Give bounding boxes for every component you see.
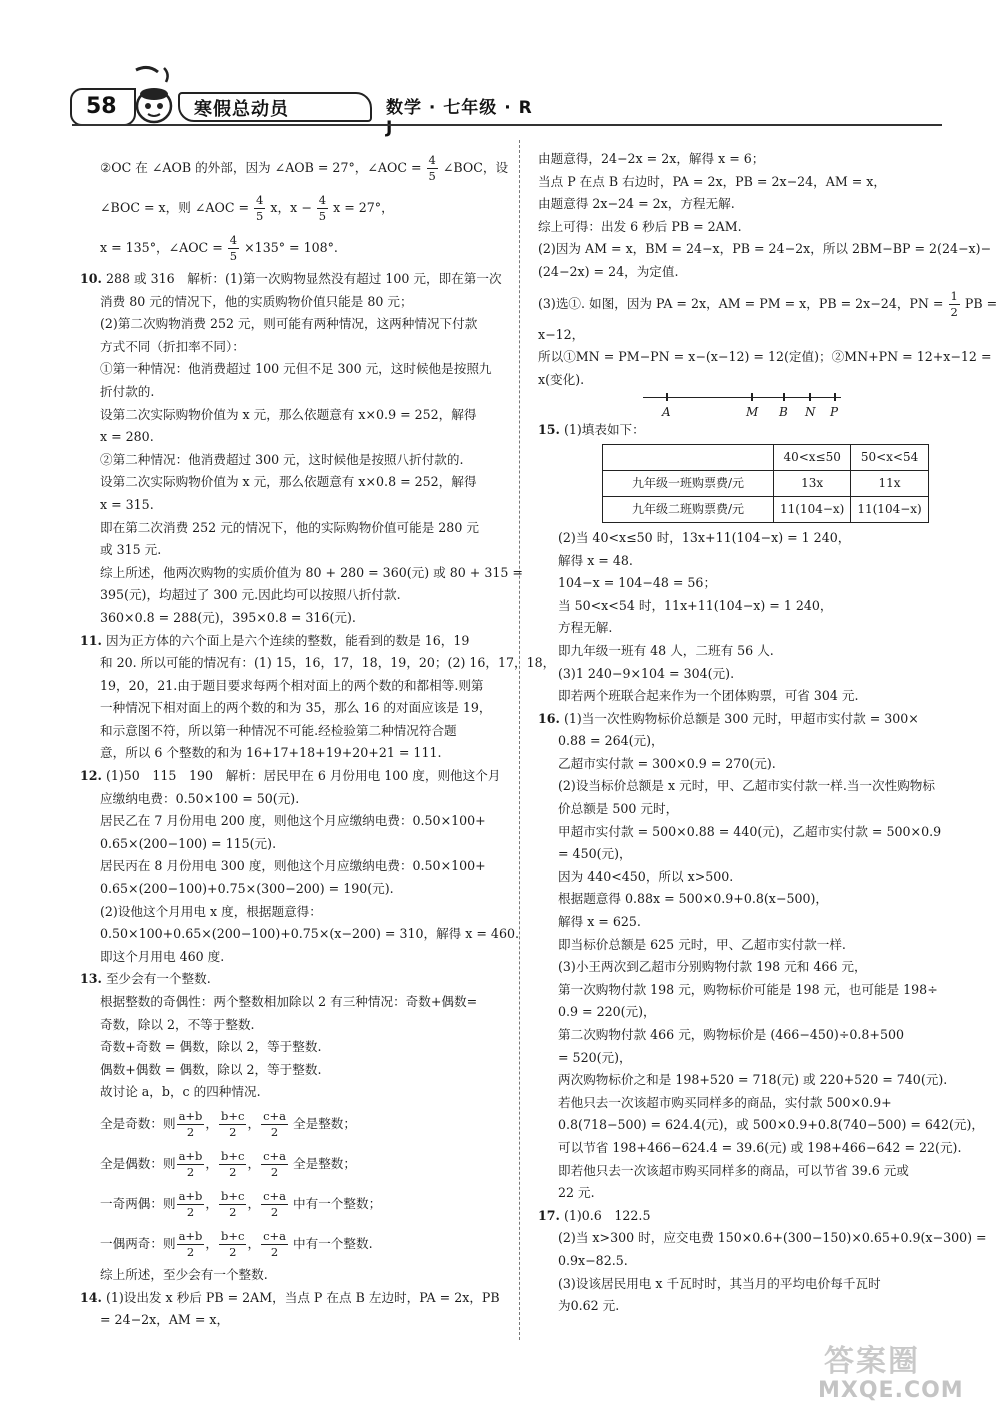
answer-line: 和示意图不符，所以第一种情况不可能.经检验第二种情况符合题 xyxy=(100,722,457,738)
answer-line xyxy=(80,188,505,228)
answer-line: (2)设当标价总额是 x 元时，甲、乙超市实付款一样.当一次性购物标 xyxy=(558,778,935,794)
answer-line: 当 50<x<54 时，11x+11(104−x) = 1 240， xyxy=(558,597,833,613)
answer-line: 为0.62 元. xyxy=(558,1298,620,1314)
answer-line: 根据题意得 0.88x = 500×0.9+0.8(x−500)， xyxy=(558,891,828,907)
answer-line: 解得 x = 48. xyxy=(558,552,633,568)
answer-line: 设第二次实际购物价值为 x 元，那么依题意有 x×0.8 = 252，解得 xyxy=(100,474,477,490)
answer-line: ②第二种情况：他消费超过 300 元，这时候他是按照八折付款的. xyxy=(100,451,464,467)
answer-line: 乙超市实付款 = 300×0.9 = 270(元). xyxy=(558,755,776,771)
answer-line: 所以①MN = PM−PN = x−(x−12) = 12(定值)；②MN+PN = 12+x−12 = xyxy=(538,349,992,365)
answer-line: = 450(元)， xyxy=(558,846,632,862)
text: ∠BOC，设 xyxy=(442,160,509,175)
answer-line: 偶数+偶数 = 偶数，除以 2，等于整数. xyxy=(100,1061,322,1077)
fraction: $\frac{4}{5}$ xyxy=(428,153,436,183)
text: x，x − xyxy=(270,200,312,215)
answer-line: 0.65×(200−100) = 115(元). xyxy=(100,835,277,851)
answer-line: 16. (1)当一次性购物标价总额是 300 元时，甲超市实付款 = 300× xyxy=(538,710,919,726)
point-p-tick xyxy=(834,393,836,401)
answer-line: 即这个月用电 460 度. xyxy=(100,948,225,964)
answer-line: 15. (1)填表如下： xyxy=(538,422,645,438)
answer-line: (3)选①. 如图，因为 PA = 2x，AM = PM = x，PB = 2x−24，PN = $\frac{1}{2}$ PB = xyxy=(538,288,998,319)
answer-line xyxy=(80,228,505,268)
point-b-tick xyxy=(783,393,785,401)
answer-line: (3)设该居民用电 x 千瓦时时，其当月的平均电价每千瓦时 xyxy=(558,1275,881,1291)
answer-line: 综上所述，至少会有一个整数. xyxy=(100,1266,268,1282)
answer-line: 14. (1)设出发 x 秒后 PB = 2AM，当点 P 在点 B 左边时，PA = 2x，PB xyxy=(80,1289,500,1305)
text: x = 27°， xyxy=(333,200,394,215)
answer-line: 设第二次实际购物价值为 x 元，那么依题意有 x×0.9 = 252，解得 xyxy=(100,406,477,422)
question-13 xyxy=(80,968,505,1286)
question-12 xyxy=(80,765,519,968)
answer-line: 根据整数的奇偶性：两个整数相加除以 2 有三种情况：奇数+偶数= xyxy=(100,994,478,1009)
text: x = 135°，∠AOC = xyxy=(100,240,223,255)
question-number: 16. xyxy=(538,710,560,726)
answer-line: 因为 440<450，所以 x>500. xyxy=(558,868,734,884)
answer-line: x = 315. xyxy=(100,496,154,512)
answer-line: 即若他只去一次该超市购买同样多的商品，可以节省 39.6 元或 xyxy=(558,1162,909,1178)
answer-line: 若他只去一次该超市购买同样多的商品，实付款 500×0.9+ xyxy=(558,1094,892,1110)
table-cell: 11(104−x) xyxy=(774,496,851,522)
fraction: $\frac{4}{5}$ xyxy=(256,193,264,223)
answer-line: 居民丙在 8 月份用电 300 度，则他这个月应缴纳电费：0.50×100+ xyxy=(100,858,486,874)
answer-line: 甲超市实付款 = 500×0.88 = 440(元)，乙超市实付款 = 500×0.9 xyxy=(558,823,942,839)
fee-table xyxy=(602,444,929,523)
text: ∠BOC = x，则 ∠AOC = xyxy=(100,200,250,215)
answer-line: 17. (1)0.6 122.5 xyxy=(538,1207,651,1223)
question-number: 15. xyxy=(538,422,560,438)
answer-line: 应缴纳电费：0.50×100 = 50(元). xyxy=(100,790,300,806)
table-header-cell: 40<x≤50 xyxy=(774,444,851,470)
number-line-diagram xyxy=(538,391,958,419)
answer-line: 可以节省 198+466−624.4 = 39.6(元) 或 198+466−642 = 22(元). xyxy=(558,1139,962,1155)
case-line: 全是偶数：则 $\frac{a+b}{2}$ ， $\frac{b+c}{2}$ ， $\frac{c+a}{2}$ 全是整数； xyxy=(100,1148,356,1179)
question-15 xyxy=(538,419,958,707)
point-m-tick xyxy=(751,393,753,401)
point-b-label: B xyxy=(779,405,788,420)
point-p-label: P xyxy=(830,405,839,420)
table-cell: 13x xyxy=(774,470,851,496)
header-rule xyxy=(72,124,942,126)
question-17 xyxy=(538,1205,987,1318)
answer-line: 10. 288 或 316 解析：(1)第一次购物显然没有超过 100 元，即在第一次 xyxy=(80,271,502,286)
answer-line: = 24−2x，AM = x， xyxy=(100,1312,230,1328)
number-line-axis xyxy=(643,397,841,398)
question-10 xyxy=(80,268,523,630)
answer-line: ①第一种情况：他消费超过 100 元但不足 300 元，这时候他是按照九 xyxy=(100,361,492,377)
answer-line: 由题意得，24−2x = 2x，解得 x = 6； xyxy=(538,151,765,166)
answer-line: 19，20，21.由于题目要求每两个相对面上的两个数的和都相等.则第 xyxy=(100,677,484,693)
answer-line: 0.88 = 264(元)， xyxy=(558,733,664,749)
answer-line: 两次购物标价之和是 198+520 = 718(元) 或 220+520 = 740(元). xyxy=(558,1072,948,1088)
answer-line: 由题意得 2x−24 = 2x，方程无解. xyxy=(538,196,735,212)
answer-line: 解得 x = 625. xyxy=(558,914,641,930)
answer-line: 综上可得：出发 6 秒后 PB = 2AM. xyxy=(538,218,742,234)
watermark xyxy=(814,1336,994,1406)
case-line: 一偶两奇：则 $\frac{a+b}{2}$ ， $\frac{b+c}{2}$ ， $\frac{c+a}{2}$ 中有一个整数. xyxy=(100,1228,373,1259)
book-subtitle: 数学 · 七年级 · R J xyxy=(386,98,533,138)
answer-line: 折付款的. xyxy=(100,383,155,399)
answer-line: 奇数+奇数 = 偶数，除以 2，等于整数. xyxy=(100,1039,322,1055)
question-11 xyxy=(80,630,556,766)
answer-line: (2)因为 AM = x，BM = 24−x，PB = 24−2x，所以 2BM−BP = 2(24−x)− xyxy=(538,241,992,257)
table-row xyxy=(603,496,929,522)
answer-line: 方程无解. xyxy=(558,620,613,636)
table-cell: 11x xyxy=(851,470,928,496)
case-line: 一奇两偶：则 $\frac{a+b}{2}$ ， $\frac{b+c}{2}$ ， $\frac{c+a}{2}$ 中有一个整数； xyxy=(100,1188,382,1219)
answer-line: 0.65×(200−100)+0.75×(300−200) = 190(元). xyxy=(100,881,394,897)
answer-line: 104−x = 104−48 = 56； xyxy=(558,575,717,591)
point-a-tick xyxy=(666,393,668,401)
fraction: $\frac{4}{5}$ xyxy=(229,233,238,263)
answer-line: (2)设他这个月用电 x 度，根据题意得： xyxy=(100,903,322,919)
question-number: 12. xyxy=(80,768,102,784)
answer-line: (24−2x) = 24，为定值. xyxy=(538,263,679,279)
answer-line: 即当标价总额是 625 元时，甲、乙超市实付款一样. xyxy=(558,936,846,952)
answer-line: 360×0.8 = 288(元)，395×0.8 = 316(元). xyxy=(100,609,356,625)
answer-line: 395(元)，均超过了 300 元.因此均可以按照八折付款. xyxy=(100,587,401,603)
table-cell xyxy=(603,444,774,470)
answer-line: 0.9x−82.5. xyxy=(558,1252,628,1268)
right-column xyxy=(538,148,998,1318)
answer-line: 即在第二次消费 252 元的情况下，他的实际购物价值可能是 280 元 xyxy=(100,519,479,535)
page-header xyxy=(70,78,540,138)
question-number: 11. xyxy=(80,632,102,648)
answer-line: 0.50×100+0.65×(200−100)+0.75×(x−200) = 310，解得 x = 460. xyxy=(100,926,519,942)
point-m-label: M xyxy=(746,405,759,420)
question-number: 10. xyxy=(80,271,102,286)
answer-line: 消费 80 元的情况下，他的实质购物价值只能是 80 元； xyxy=(100,293,413,309)
answer-line: 综上所述，他两次购物的实质价值为 80 + 280 = 360(元) 或 80 + 315 = xyxy=(100,564,523,580)
answer-line: 当点 P 在点 B 右边时，PA = 2x，PB = 2x−24，AM = x， xyxy=(538,173,886,189)
text: ②OC 在 ∠AOB 的外部，因为 ∠AOB = 27°，∠AOC = xyxy=(100,160,422,175)
answer-line: (3)1 240−9×104 = 304(元). xyxy=(558,665,735,681)
table-row xyxy=(603,470,929,496)
answer-line: 即九年级一班有 48 人，二班有 56 人. xyxy=(558,642,774,658)
answer-line: 12. (1)50 115 190 解析：居民甲在 6 月份用电 100 度，则他这个月 xyxy=(80,768,501,784)
answer-line: (3)小王两次到乙超市分别购物付款 198 元和 466 元， xyxy=(558,959,867,975)
point-a-label: A xyxy=(662,405,671,420)
answer-line: 第二次购物付款 466 元，购物标价是 (466−450)÷0.8+500 xyxy=(558,1027,904,1042)
answer-line: 13. 至少会有一个整数. xyxy=(80,971,211,987)
mascot-icon xyxy=(128,64,180,128)
book-title: 寒假总动员 xyxy=(194,99,289,120)
column-divider xyxy=(519,140,520,1340)
answer-line: x(变化). xyxy=(538,371,585,387)
answer-line: 和 20. 所以可能的情况有：(1) 15，16，17，18，19，20；(2) 16，17，18， xyxy=(100,655,556,671)
case-line: 全是奇数：则 $\frac{a+b}{2}$ ， $\frac{b+c}{2}$ ， $\frac{c+a}{2}$ 全是整数； xyxy=(100,1108,356,1139)
table-cell: 11(104−x) xyxy=(851,496,928,522)
page-number: 58 xyxy=(86,94,117,119)
table-header-row xyxy=(603,444,929,470)
answer-line xyxy=(80,148,509,188)
answer-line: 居民乙在 7 月份用电 200 度，则他这个月应缴纳电费：0.50×100+ xyxy=(100,813,486,829)
answer-line: = 520(元)， xyxy=(558,1049,632,1065)
fraction: $\frac{1}{2}$ xyxy=(950,288,958,319)
point-n-tick xyxy=(809,393,811,401)
answer-line: 或 315 元. xyxy=(100,542,162,558)
fraction: $\frac{4}{5}$ xyxy=(318,193,327,223)
answer-line: 价总额是 500 元时， xyxy=(558,801,679,817)
answer-line: 11. 因为正方体的六个面上是六个连续的整数，能看到的数是 16，19 xyxy=(80,632,470,648)
watermark-url: MXQE.COM xyxy=(818,1378,964,1403)
question-16 xyxy=(538,708,984,1205)
page-number-box xyxy=(70,88,136,126)
answer-line: 0.9 = 220(元)， xyxy=(558,1004,656,1020)
answer-line: 方式不同（折扣率不同）： xyxy=(100,338,245,354)
table-header-cell: 50<x<54 xyxy=(851,444,928,470)
answer-line: (2)当 40<x≤50 时，13x+11(104−x) = 1 240， xyxy=(558,529,851,545)
answer-line: x = 280. xyxy=(100,429,154,445)
answer-line: 0.8(718−500) = 624.4(元)，或 500×0.9+0.8(740−500) = 642(元)， xyxy=(558,1117,984,1133)
question-14 xyxy=(80,1287,505,1332)
answer-line: 即若两个班联合起来作为一个团体购票，可省 304 元. xyxy=(558,688,859,704)
answer-line: 故讨论 a，b，c 的四种情况. xyxy=(100,1084,261,1100)
table-row-header: 九年级一班购票费/元 xyxy=(603,470,774,496)
point-n-label: N xyxy=(805,405,816,420)
question-number: 14. xyxy=(80,1289,102,1305)
question-number: 17. xyxy=(538,1207,560,1223)
answer-line: x−12， xyxy=(538,326,585,342)
watermark-logo: 答案圈 xyxy=(824,1344,920,1379)
answer-line: 第一次购物付款 198 元，购物标价可能是 198 元，也可能是 198÷ xyxy=(558,981,938,997)
answer-line: 一种情况下相对面上的两个数的和为 35，那么 16 的对面应该是 19， xyxy=(100,700,492,716)
answer-line: (2)第二次购物消费 252 元，则可能有两种情况，这两种情况下付款 xyxy=(100,316,478,332)
left-column xyxy=(80,148,556,1332)
table-row-header: 九年级二班购票费/元 xyxy=(603,496,774,522)
book-title-badge xyxy=(178,92,372,122)
answer-line: (2)当 x>300 时，应交电费 150×0.6+(300−150)×0.65+0.9(x−300) = xyxy=(558,1230,987,1246)
answer-line: 奇数，除以 2，不等于整数. xyxy=(100,1016,255,1032)
question-number: 13. xyxy=(80,971,102,987)
answer-line: 意，所以 6 个整数的和为 16+17+18+19+20+21 = 111. xyxy=(100,745,442,761)
answer-line: 22 元. xyxy=(558,1185,595,1201)
text: ×135° = 108°. xyxy=(244,240,338,255)
